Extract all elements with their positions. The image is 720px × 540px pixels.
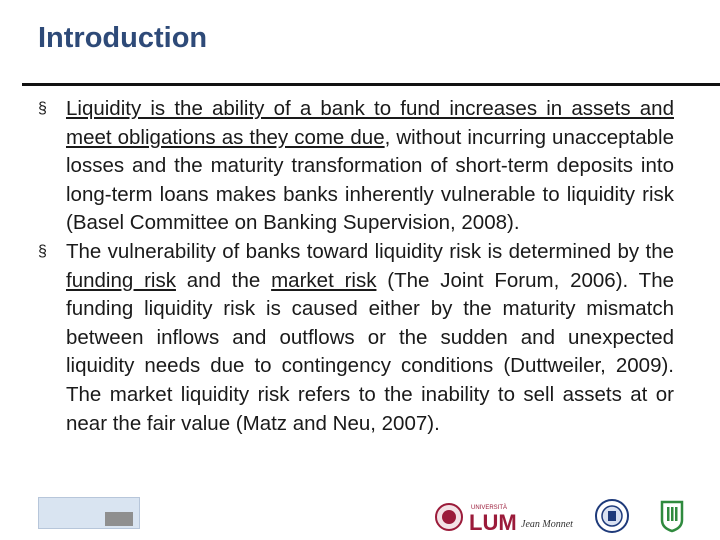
bullet-item [38,238,674,438]
lum-seal-core [442,510,456,524]
bullet-text-part: , without incurring unacceptable losses and the maturity transformation of short-term deposits into long-term loans makes banks inherently vulnerable to liquidity risk (Basel Committee on Banking Supervision, 2008). [66,125,674,235]
university-seal [595,499,629,533]
slide-title: Introduction [38,22,208,54]
building-icon [105,512,133,526]
green-shield-logo [660,500,684,532]
signature-text: Jean Monnet [521,519,573,530]
title-divider [22,83,720,86]
bullet-marker: § [38,242,47,260]
bullet-marker: § [38,100,47,117]
bullet-text-part: Liquidity is the ability of a bank to fund increases in assets and meet obligations as they come due [66,97,674,149]
bullet-item [38,95,674,238]
lum-small-text: UNIVERSITÀ [471,505,508,511]
bullet-text-part: and the [175,268,272,292]
bullet-text-part: (The Joint Forum, 2006). The funding liquidity risk is caused either by the maturity mismatch between inflows and outflows or the sudden and unexpected liquidity needs due to contingency conditions (Duttweiler, 2009). The market liquidity risk refers to the inability to sell assets at or near the fair value (Matz and Neu, 2007). [66,268,674,435]
lum-text: LUM [469,510,517,535]
bullet-text-part: market risk [271,268,377,292]
lum-university-logo [435,500,573,535]
bullet-text-part: The vulnerability of banks toward liquidity risk is determined by the [66,239,674,263]
bullet-text-part: funding risk [66,268,176,292]
bullet-list [38,95,674,438]
conference-logo [38,497,140,529]
